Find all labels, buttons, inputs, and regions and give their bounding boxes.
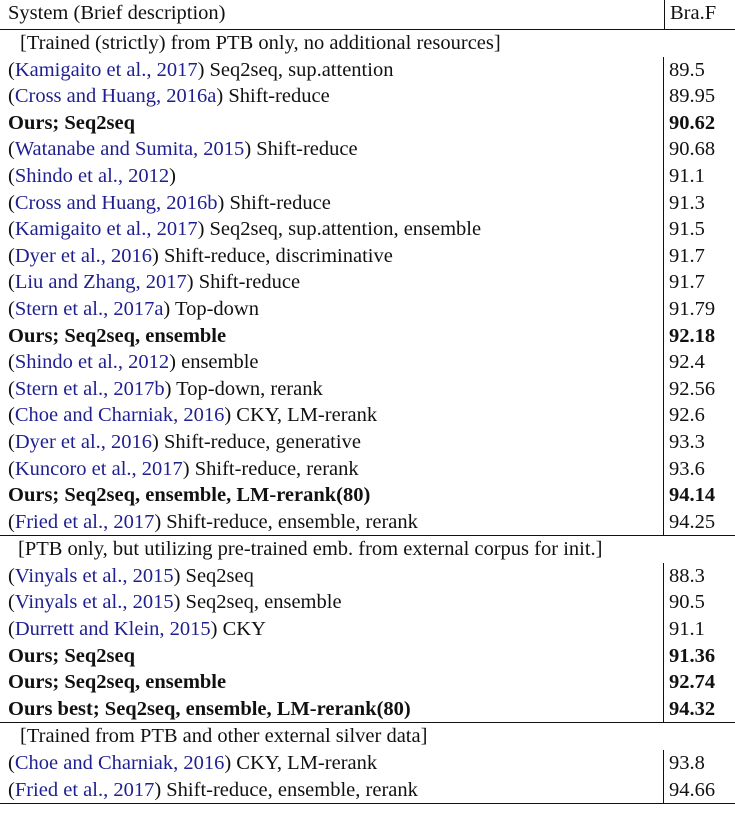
system-description: Ours; Seq2seq, ensemble	[8, 671, 227, 694]
paren-close: )	[217, 191, 225, 214]
table-row	[0, 296, 735, 323]
system-cell	[8, 243, 393, 270]
table-row	[0, 589, 735, 616]
paren-close: )	[182, 457, 190, 480]
citation-link[interactable]: Durrett and Klein, 2015	[14, 618, 211, 641]
paren-open: (	[8, 218, 15, 241]
paren-open: (	[8, 297, 15, 320]
paren-close: )	[173, 591, 181, 614]
paren-open: (	[8, 244, 15, 267]
paren-open: (	[8, 457, 15, 480]
table-row	[0, 163, 735, 190]
bracket-f-score: 91.79	[663, 296, 715, 323]
paren-close: )	[164, 377, 172, 400]
paren-close: )	[197, 218, 205, 241]
system-cell	[8, 349, 259, 376]
bracket-f-score: 93.3	[663, 429, 705, 456]
section-title: [PTB only, but utilizing pre-trained emb. from external corpus for init.]	[18, 538, 603, 561]
system-cell	[8, 190, 331, 217]
table-row	[0, 57, 735, 84]
system-cell	[8, 296, 259, 323]
bracket-f-score: 92.18	[663, 323, 715, 350]
paren-open: (	[8, 591, 15, 614]
bracket-f-score: 94.25	[663, 509, 715, 536]
system-cell	[8, 216, 481, 243]
table-body	[0, 30, 735, 804]
paren-close: )	[224, 404, 232, 427]
bracket-f-score: 91.36	[663, 643, 715, 670]
table-row	[0, 243, 735, 270]
bracket-f-score: 91.7	[663, 269, 705, 296]
citation-link[interactable]: Kuncoro et al., 2017	[14, 457, 183, 480]
table-row	[0, 269, 735, 296]
header-system: System (Brief description)	[8, 2, 226, 24]
system-cell	[8, 563, 254, 590]
system-cell	[8, 376, 323, 403]
system-description: Shift-reduce, ensemble, rerank	[161, 778, 418, 801]
citation-link[interactable]: Vinyals et al., 2015	[14, 591, 174, 614]
citation-link[interactable]: Vinyals et al., 2015	[14, 564, 174, 587]
bracket-f-score: 88.3	[663, 563, 705, 590]
system-cell	[8, 696, 411, 723]
bracket-f-score: 91.3	[663, 190, 705, 217]
bracket-f-score: 92.56	[663, 376, 715, 403]
paren-open: (	[8, 164, 15, 187]
bracket-f-score: 94.32	[663, 696, 715, 723]
bracket-f-score: 93.8	[663, 750, 705, 777]
table-row	[0, 563, 735, 590]
system-description: Ours; Seq2seq	[8, 111, 136, 134]
paren-open: (	[8, 510, 15, 533]
paren-close: )	[186, 271, 194, 294]
paren-close: )	[169, 164, 176, 187]
paren-close: )	[197, 58, 205, 81]
system-description: Top-down	[170, 297, 259, 320]
paren-open: (	[8, 430, 15, 453]
table-row	[0, 509, 735, 536]
bracket-f-score: 91.1	[663, 163, 705, 190]
paren-close: )	[152, 244, 159, 267]
system-description: CKY, LM-rerank	[231, 752, 378, 775]
system-description: Shift-reduce, generative	[158, 430, 361, 453]
paren-open: (	[8, 351, 15, 374]
paren-open: (	[8, 752, 15, 775]
system-description: Ours; Seq2seq, ensemble, LM-rerank(80)	[8, 484, 371, 507]
system-description: Ours best; Seq2seq, ensemble, LM-rerank(80)	[8, 697, 411, 720]
table-row	[0, 349, 735, 376]
paren-open: (	[8, 138, 15, 161]
system-cell	[8, 323, 226, 350]
paren-close: )	[210, 618, 218, 641]
system-description: Shift-reduce	[251, 138, 358, 161]
bracket-f-score: 94.66	[663, 777, 715, 804]
citation-link[interactable]: Watanabe and Sumita, 2015	[14, 138, 245, 161]
paren-open: (	[8, 191, 15, 214]
bracket-f-score: 92.4	[663, 349, 705, 376]
table-row	[0, 323, 735, 350]
table-row	[0, 110, 735, 137]
system-cell	[8, 110, 135, 137]
paren-open: (	[8, 618, 15, 641]
bracket-f-score: 93.6	[663, 456, 705, 483]
table-row	[0, 402, 735, 429]
paren-close: )	[154, 778, 162, 801]
table-row	[0, 429, 735, 456]
citation-link[interactable]: Fried et al., 2017	[14, 510, 155, 533]
system-cell	[8, 616, 266, 643]
system-cell	[8, 482, 370, 509]
bracket-f-score: 91.1	[663, 616, 705, 643]
system-cell	[8, 669, 226, 696]
bracket-f-score: 90.68	[663, 136, 715, 163]
bracket-f-score: 90.62	[663, 110, 715, 137]
paren-close: )	[244, 138, 252, 161]
citation-link[interactable]: Dyer et al., 2016	[14, 430, 153, 453]
paren-open: (	[8, 404, 15, 427]
paren-close: )	[169, 351, 176, 374]
table-row	[0, 669, 735, 696]
table-row	[0, 83, 735, 110]
system-cell	[8, 136, 358, 163]
section-title: [Trained (strictly) from PTB only, no additional resources]	[20, 32, 501, 54]
citation-link[interactable]: Choe and Charniak, 2016	[14, 404, 225, 427]
paren-close: )	[224, 752, 232, 775]
bracket-f-score: 91.7	[663, 243, 705, 270]
bracket-f-score: 92.6	[663, 402, 705, 429]
system-description: CKY, LM-rerank	[231, 404, 378, 427]
paren-open: (	[8, 778, 15, 801]
bracket-f-score: 89.95	[663, 83, 715, 110]
system-description: Seq2seq, sup.attention	[204, 58, 394, 81]
table-row	[0, 376, 735, 403]
paren-close: )	[216, 85, 224, 108]
section-header	[0, 30, 735, 57]
citation-link[interactable]: Dyer et al., 2016	[14, 244, 153, 267]
citation-link[interactable]: Shindo et al., 2012	[14, 351, 170, 374]
system-cell	[8, 589, 342, 616]
citation-link[interactable]: Stern et al., 2017a	[14, 297, 164, 320]
system-description: Shift-reduce	[223, 85, 330, 108]
table-row	[0, 696, 735, 723]
system-description: Seq2seq, ensemble	[180, 591, 342, 614]
system-description: Ours; Seq2seq, ensemble	[8, 324, 227, 347]
system-cell	[8, 57, 393, 84]
paren-open: (	[8, 271, 15, 294]
table-row	[0, 216, 735, 243]
system-cell	[8, 163, 176, 190]
system-cell	[8, 456, 359, 483]
system-description: CKY	[217, 618, 266, 641]
system-cell	[8, 777, 418, 804]
citation-link[interactable]: Choe and Charniak, 2016	[14, 752, 225, 775]
citation-link[interactable]: Shindo et al., 2012	[14, 164, 170, 187]
citation-link[interactable]: Cross and Huang, 2016b	[14, 191, 218, 214]
paren-open: (	[8, 58, 15, 81]
system-description: Shift-reduce, discriminative	[158, 244, 393, 267]
paren-close: )	[173, 564, 181, 587]
system-description: Seq2seq, sup.attention, ensemble	[204, 218, 482, 241]
section-title: [Trained from PTB and other external silver data]	[20, 725, 428, 748]
citation-link[interactable]: Kamigaito et al., 2017	[14, 218, 198, 241]
table-header	[0, 0, 735, 30]
system-description: Shift-reduce	[224, 191, 331, 214]
bracket-f-score: 91.5	[663, 216, 705, 243]
header-metric: Bra.F	[664, 0, 716, 29]
paren-close: )	[154, 510, 162, 533]
citation-link[interactable]: Liu and Zhang, 2017	[14, 271, 187, 294]
system-cell	[8, 643, 135, 670]
paren-close: )	[163, 297, 171, 320]
system-cell	[8, 269, 300, 296]
system-description: Top-down, rerank	[171, 377, 323, 400]
bracket-f-score: 94.14	[663, 482, 715, 509]
table-row	[0, 190, 735, 217]
system-description: Shift-reduce, rerank	[189, 457, 359, 480]
table-row	[0, 482, 735, 509]
bracket-f-score: 92.74	[663, 669, 715, 696]
table-row	[0, 616, 735, 643]
table-row	[0, 136, 735, 163]
bracket-f-score: 90.5	[663, 589, 705, 616]
paren-open: (	[8, 377, 15, 400]
system-description: Seq2seq	[180, 564, 254, 587]
system-description: Ours; Seq2seq	[8, 644, 136, 667]
paren-close: )	[152, 430, 159, 453]
section-header	[0, 722, 735, 750]
system-description: Shift-reduce, ensemble, rerank	[161, 510, 418, 533]
paren-open: (	[8, 85, 15, 108]
section-header	[0, 535, 735, 563]
paren-open: (	[8, 564, 15, 587]
system-description: Shift-reduce	[193, 271, 301, 294]
citation-link[interactable]: Stern et al., 2017b	[14, 377, 165, 400]
system-cell	[8, 429, 361, 456]
system-cell	[8, 750, 377, 777]
citation-link[interactable]: Kamigaito et al., 2017	[14, 58, 198, 81]
table-row	[0, 777, 735, 805]
system-cell	[8, 509, 418, 536]
table-row	[0, 456, 735, 483]
bracket-f-score: 89.5	[663, 57, 705, 84]
table-row	[0, 750, 735, 777]
table-row	[0, 643, 735, 670]
system-description: ensemble	[175, 351, 259, 374]
system-cell	[8, 402, 377, 429]
citation-link[interactable]: Fried et al., 2017	[14, 778, 155, 801]
citation-link[interactable]: Cross and Huang, 2016a	[14, 85, 217, 108]
system-cell	[8, 83, 330, 110]
